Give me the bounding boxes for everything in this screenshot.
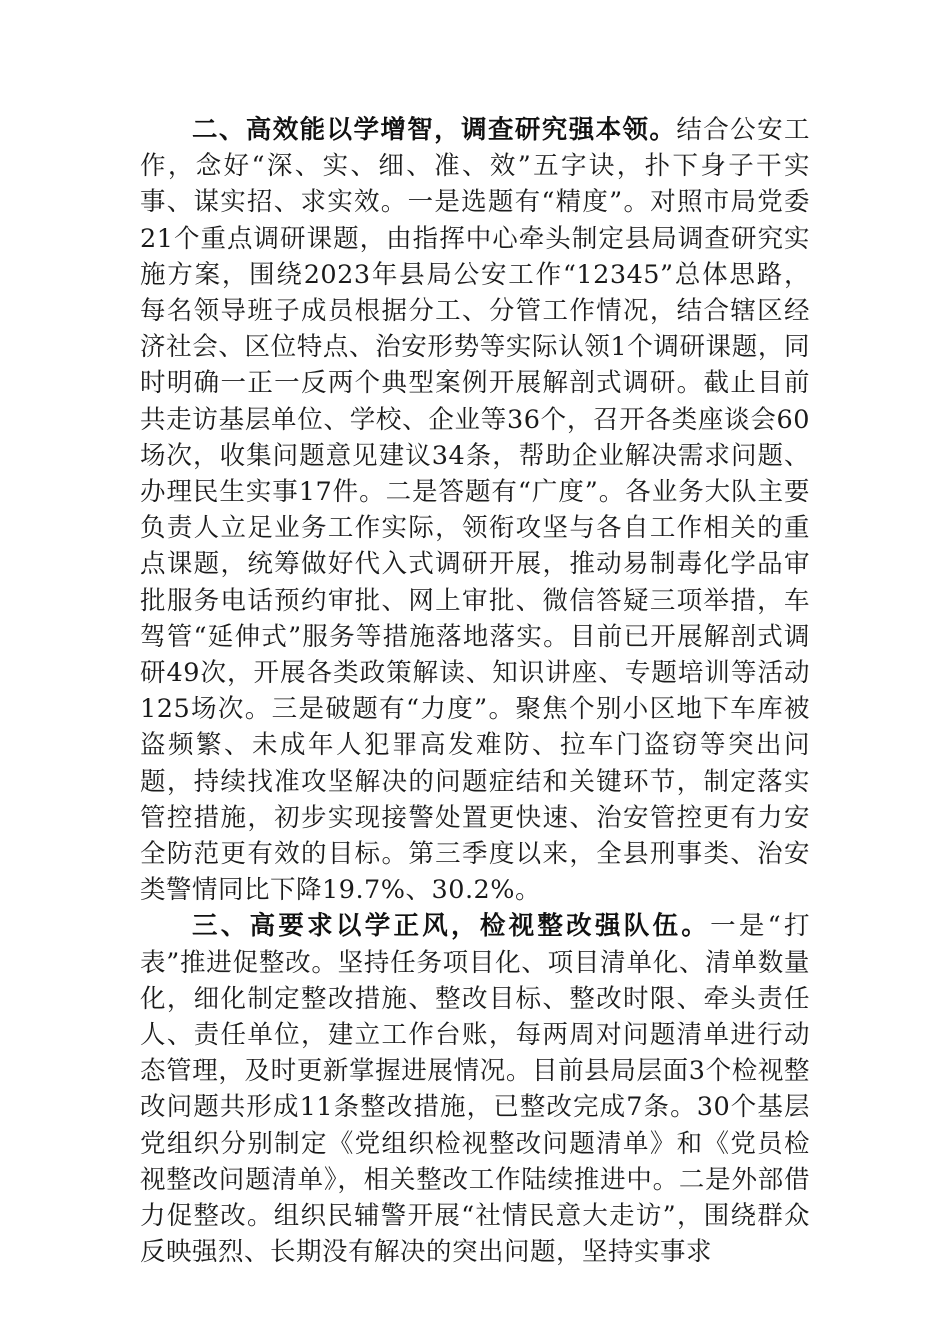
section-paragraph-3 <box>140 908 810 1270</box>
document-body <box>140 112 810 1271</box>
section-text-2: 结合公安工作，念好“深、实、细、准、效”五字诀，扑下身子干实事、谋实招、求实效。一是选题有“精度”。对照市局党委21个重点调研课题，由指挥中心牵头制定县局调查研究实施方案，围绕2023年县局公安工作“12345”总体思路，每名领导班子成员根据分工、分管工作情况，结合辖区经济社会、区位特点、治安形势等实际认领1个调研课题，同时明确一正一反两个典型案例开展解剖式调研。截止目前共走访基层单位、学校、企业等36个，召开各类座谈会60场次，收集问题意见建议34条，帮助企业解决需求问题、办理民生实事17件。二是答题有“广度”。各业务大队主要负责人立足业务工作实际，领衔攻坚与各自工作相关的重点课题，统筹做好代入式调研开展，推动易制毒化学品审批服务电话预约审批、网上审批、微信答疑三项举措，车驾管“延伸式”服务等措施落地落实。目前已开展解剖式调研49次，开展各类政策解读、知识讲座、专题培训等活动125场次。三是破题有“力度”。聚焦个别小区地下车库被盗频繁、未成年人犯罪高发难防、拉车门盗窃等突出问题，持续找准攻坚解决的问题症结和关键环节，制定落实管控措施，初步实现接警处置更快速、治安管控更有力安全防范更有效的目标。第三季度以来，全县刑事类、治安类警情同比下降19.7%、30.2%。 <box>140 115 810 906</box>
section-text-3: 一是“打表”推进促整改。坚持任务项目化、项目清单化、清单数量化，细化制定整改措施、整改目标、整改时限、牵头责任人、责任单位，建立工作台账，每两周对问题清单进行动态管理，及时更新掌握进展情况。目前县局层面3个检视整改问题共形成11条整改措施，已整改完成7条。30个基层党组织分别制定《党组织检视整改问题清单》和《党员检视整改问题清单》，相关整改工作陆续推进中。二是外部借力促整改。组织民辅警开展“社情民意大走访”，围绕群众反映强烈、长期没有解决的突出问题，坚持实事求 <box>140 911 810 1268</box>
section-heading-2: 二、高效能以学增智，调查研究强本领。 <box>192 115 677 145</box>
section-paragraph-2 <box>140 112 810 908</box>
section-heading-3: 三、高要求以学正风，检视整改强队伍。 <box>192 911 711 942</box>
